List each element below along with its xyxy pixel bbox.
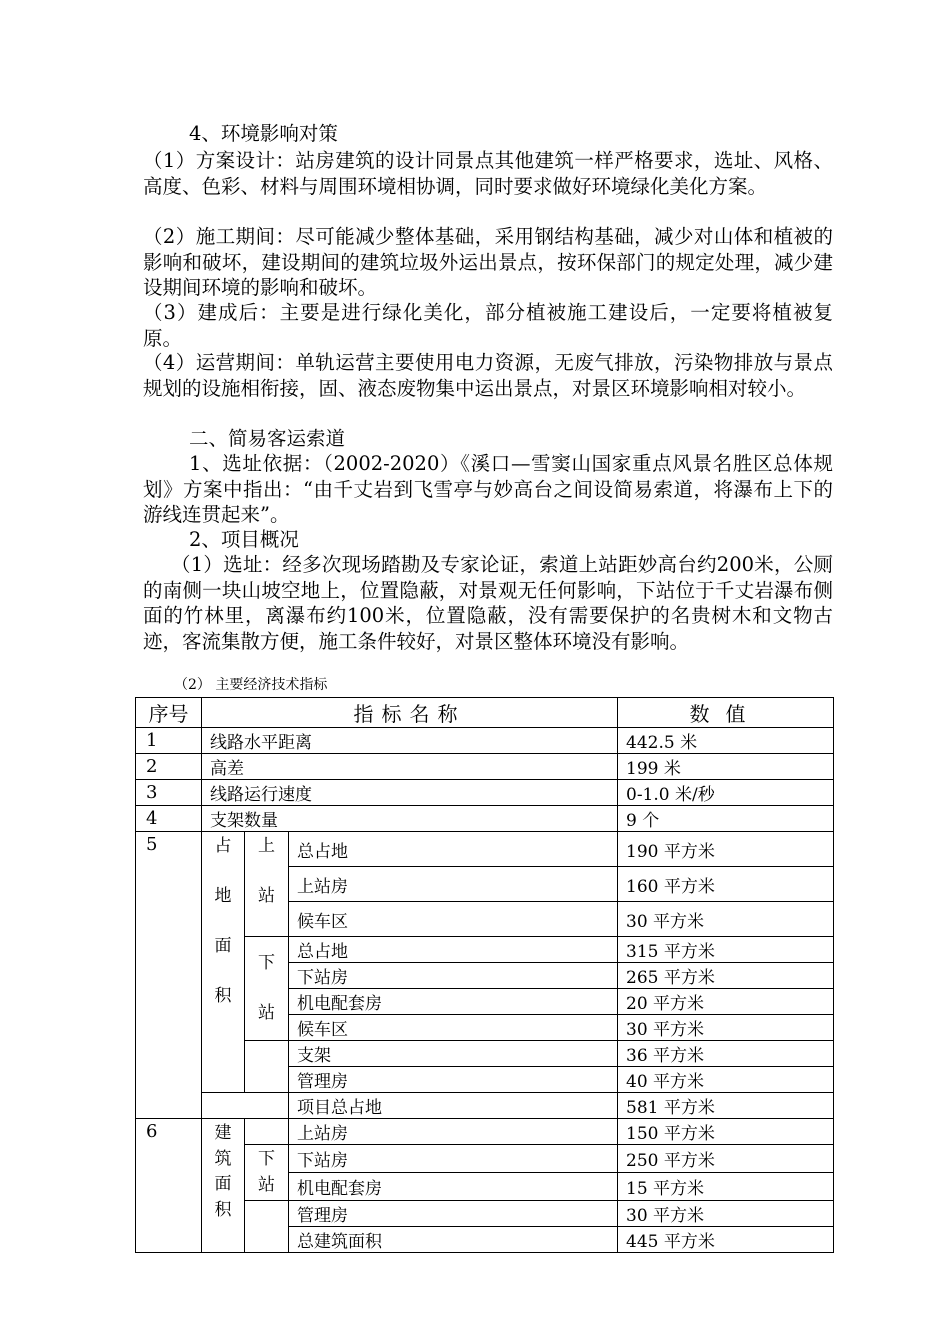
- paragraph-site-selection: （1）选址：经多次现场踏勘及专家论证，索道上站距妙高台约200米，公厕的南侧一块山坡空地上，位置隐蔽，对景观无任何影响，下站位于千丈岩瀑布侧面的竹林里，离瀑布约100米，位置隐蔽，没有需要保护的名贵树木和文物古迹，客流集散方便，施工条件较好，对景区整体环境没有影响。: [143, 553, 833, 653]
- row-no: 3: [136, 780, 202, 806]
- row-value: 30 平方米: [618, 902, 834, 937]
- indicators-table: [135, 697, 834, 1253]
- table-row: [136, 728, 834, 754]
- lower-station-label: 下 站: [245, 1145, 289, 1201]
- row-name: 支架: [289, 1041, 618, 1067]
- row-value: 442.5 米: [618, 728, 834, 754]
- row-value: 160 平方米: [618, 867, 834, 902]
- row-name: 管理房: [289, 1201, 618, 1227]
- table-header-row: [136, 698, 834, 728]
- table-row: [136, 832, 834, 867]
- row-no: 4: [136, 806, 202, 832]
- row-value: 36 平方米: [618, 1041, 834, 1067]
- table-row: [136, 754, 834, 780]
- paragraph-design: （1）方案设计：站房建筑的设计同景点其他建筑一样严格要求，选址、风格、高度、色彩、材料与周围环境相协调，同时要求做好环境绿化美化方案。: [143, 149, 833, 198]
- row-no: 6: [136, 1119, 202, 1253]
- row-name: 总建筑面积: [289, 1227, 618, 1253]
- heading-ropeway: 二、简易客运索道: [189, 427, 346, 450]
- row-no: 5: [136, 832, 202, 1119]
- lower-station-label: 下 站: [245, 937, 289, 1041]
- table-caption: （2） 主要经济技术指标: [174, 677, 328, 693]
- row-name: 线路运行速度: [202, 780, 618, 806]
- heading-project-overview: 2、项目概况: [189, 528, 299, 551]
- row-value: 315 平方米: [618, 937, 834, 963]
- paragraph-operation: （4）运营期间：单轨运营主要使用电力资源，无废气排放，污染物排放与景点规划的设施相衔接，固、液态废物集中运出景点，对景区环境影响相对较小。: [143, 351, 833, 400]
- row-value: 9 个: [618, 806, 834, 832]
- row-value: 40 平方米: [618, 1067, 834, 1093]
- row-name: 机电配套房: [289, 989, 618, 1015]
- row-value: 445 平方米: [618, 1227, 834, 1253]
- building-area-group-label: 建 筑 面 积: [202, 1119, 245, 1253]
- row-name: 候车区: [289, 902, 618, 937]
- table-row: [136, 780, 834, 806]
- row-name: 线路水平距离: [202, 728, 618, 754]
- row-name: 下站房: [289, 1145, 618, 1173]
- header-name: 指标名称: [202, 698, 618, 728]
- paragraph-site-basis: 1、选址依据：（2002-2020）《溪口—雪窦山国家重点风景名胜区总体规划》方案中指出：“由千丈岩到飞雪亭与妙高台之间设简易索道，将瀑布上下的游线连贯起来”。: [143, 452, 833, 526]
- row-value: 199 米: [618, 754, 834, 780]
- row-name: 高差: [202, 754, 618, 780]
- row-no: 1: [136, 728, 202, 754]
- row-name: 总占地: [289, 832, 618, 867]
- upper-station-label: 上 站: [245, 832, 289, 937]
- header-value: 数值: [618, 698, 834, 728]
- row-name: 支架数量: [202, 806, 618, 832]
- table-row: [136, 1119, 834, 1145]
- header-no: 序号: [136, 698, 202, 728]
- row-no: 2: [136, 754, 202, 780]
- row-value: 265 平方米: [618, 963, 834, 989]
- row-value: 581 平方米: [618, 1093, 834, 1119]
- heading-env-measures: 4、环境影响对策: [189, 122, 338, 145]
- row-name: 项目总占地: [289, 1093, 618, 1119]
- row-value: 190 平方米: [618, 832, 834, 867]
- row-name: 下站房: [289, 963, 618, 989]
- empty-cell: [245, 1041, 289, 1093]
- table-row: [136, 806, 834, 832]
- land-area-group-label: 占 地 面 积: [202, 832, 245, 1093]
- empty-cell: [245, 1201, 289, 1253]
- row-name: 机电配套房: [289, 1173, 618, 1201]
- table-row: [136, 1093, 834, 1119]
- paragraph-construction: （2）施工期间：尽可能减少整体基础，采用钢结构基础，减少对山体和植被的影响和破坏，建设期间的建筑垃圾外运出景点，按环保部门的规定处理，减少建设期间环境的影响和破坏。: [143, 225, 833, 299]
- paragraph-after-completion: （3）建成后：主要是进行绿化美化，部分植被施工建设后，一定要将植被复原。: [143, 301, 833, 350]
- row-name: 上站房: [289, 1119, 618, 1145]
- row-value: 30 平方米: [618, 1201, 834, 1227]
- row-name: 上站房: [289, 867, 618, 902]
- empty-cell: [202, 1093, 289, 1119]
- row-name: 候车区: [289, 1015, 618, 1041]
- row-value: 15 平方米: [618, 1173, 834, 1201]
- row-value: 150 平方米: [618, 1119, 834, 1145]
- row-name: 总占地: [289, 937, 618, 963]
- empty-cell: [245, 1119, 289, 1145]
- row-value: 30 平方米: [618, 1015, 834, 1041]
- row-value: 250 平方米: [618, 1145, 834, 1173]
- row-value: 20 平方米: [618, 989, 834, 1015]
- row-value: 0-1.0 米/秒: [618, 780, 834, 806]
- row-name: 管理房: [289, 1067, 618, 1093]
